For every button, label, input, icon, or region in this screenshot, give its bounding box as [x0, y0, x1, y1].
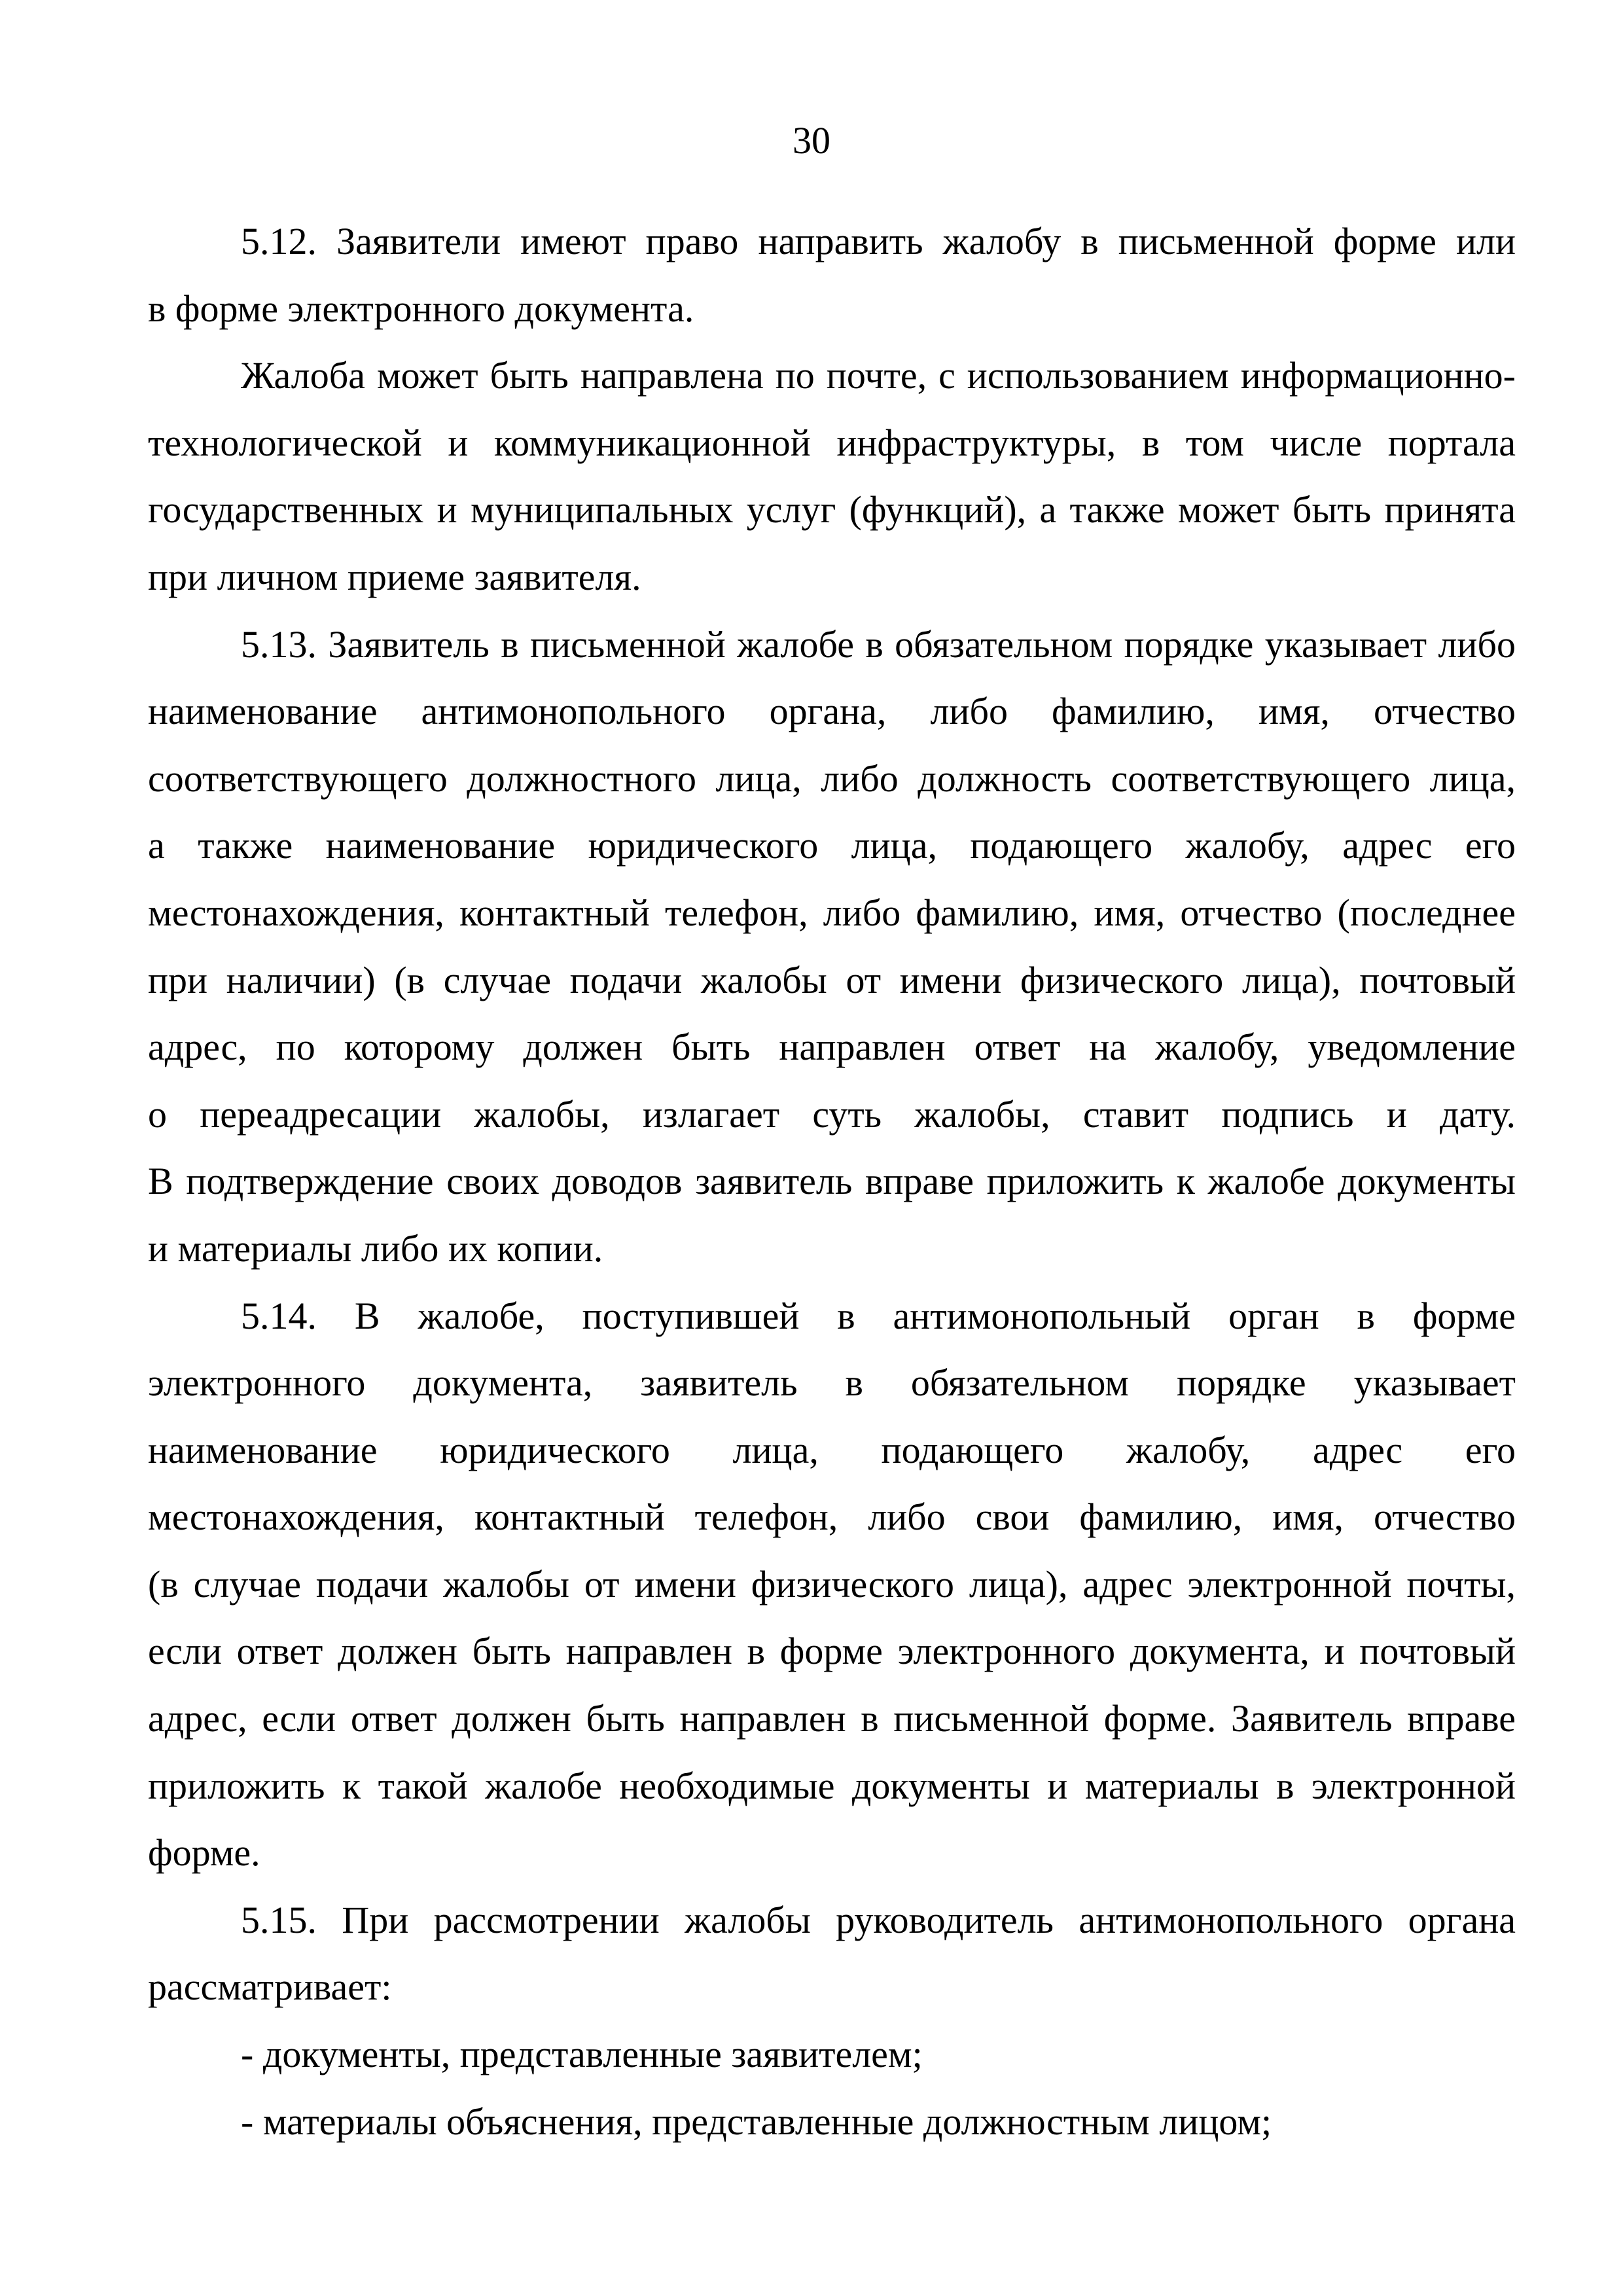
text-line: 5.15. При рассмотрении жалобы руководитель антимонопольного органа — [241, 1898, 1516, 1941]
text-line: местонахождения, контактный телефон, либо свои фамилию, имя, отчество — [148, 1496, 1516, 1539]
text-line: в форме электронного документа. — [148, 287, 694, 330]
paragraph-5-14 — [148, 1283, 1516, 1887]
text-line: В подтверждение своих доводов заявитель вправе приложить к жалобе документы — [148, 1160, 1516, 1203]
text-line: (в случае подачи жалобы от имени физического лица), адрес электронной почты, — [148, 1562, 1516, 1605]
text-line: приложить к такой жалобе необходимые документы и материалы в электронной — [148, 1764, 1516, 1807]
text-line: а также наименование юридического лица, подающего жалобу, адрес его — [148, 824, 1516, 867]
text-line: - документы, представленные заявителем; — [241, 2033, 923, 2076]
text-line: государственных и муниципальных услуг (функций), а также может быть принята — [148, 488, 1516, 531]
text-line: наименование юридического лица, подающего жалобу, адрес его — [148, 1428, 1516, 1471]
text-line: рассматривает: — [148, 1965, 392, 2009]
text-line: соответствующего должностного лица, либо должность соответствующего лица, — [148, 757, 1516, 800]
text-line: - материалы объяснения, представленные должностным лицом; — [241, 2100, 1272, 2143]
text-line: 5.13. Заявитель в письменной жалобе в обязательном порядке указывает либо — [241, 622, 1516, 666]
text-line: технологической и коммуникационной инфраструктуры, в том числе портала — [148, 421, 1516, 464]
text-line: наименование антимонопольного органа, либо фамилию, имя, отчество — [148, 690, 1516, 733]
paragraph-5-13 — [148, 611, 1516, 1283]
text-line: электронного документа, заявитель в обязательном порядке указывает — [148, 1361, 1516, 1405]
paragraph-5-15 — [148, 1887, 1516, 2021]
list-item-materials — [148, 2089, 1516, 2156]
text-line: при личном приеме заявителя. — [148, 555, 641, 598]
text-line: если ответ должен быть направлен в форме электронного документа, и почтовый — [148, 1630, 1516, 1673]
document-body — [148, 208, 1516, 2155]
page-number: 30 — [793, 119, 830, 162]
list-item-documents — [148, 2021, 1516, 2089]
text-line: местонахождения, контактный телефон, либо фамилию, имя, отчество (последнее — [148, 891, 1516, 934]
paragraph-5-12-continued — [148, 342, 1516, 611]
text-line: и материалы либо их копии. — [148, 1227, 603, 1270]
text-line: 5.14. В жалобе, поступившей в антимонопольный орган в форме — [241, 1294, 1516, 1337]
text-line: адрес, по которому должен быть направлен ответ на жалобу, уведомление — [148, 1026, 1516, 1069]
text-line: Жалоба может быть направлена по почте, с использованием информационно- — [241, 354, 1516, 397]
text-line: 5.12. Заявители имеют право направить жалобу в письменной форме или — [241, 220, 1516, 262]
paragraph-5-12 — [148, 208, 1516, 342]
text-line: адрес, если ответ должен быть направлен в письменной форме. Заявитель вправе — [148, 1697, 1516, 1740]
text-line: о переадресации жалобы, излагает суть жалобы, ставит подпись и дату. — [148, 1092, 1516, 1136]
text-line: при наличии) (в случае подачи жалобы от имени физического лица), почтовый — [148, 958, 1516, 1001]
text-line: форме. — [148, 1831, 260, 1874]
